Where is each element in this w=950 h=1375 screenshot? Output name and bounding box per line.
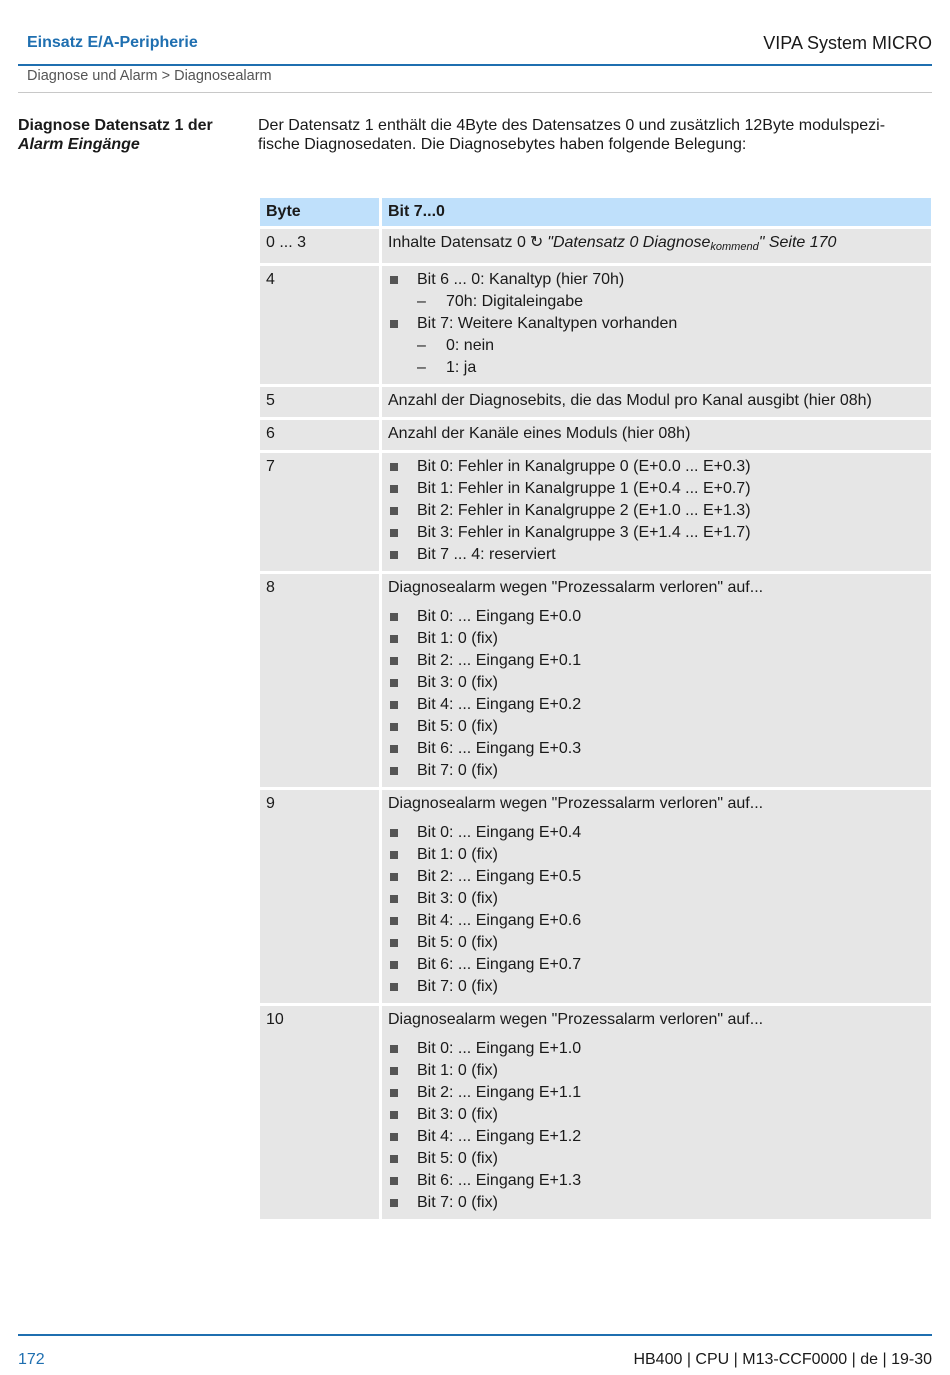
bullet-list [388, 269, 925, 379]
byte-cell: 10 [260, 1006, 379, 1219]
header-divider [18, 64, 932, 66]
list-item-text: Bit 7: Weitere Kanaltypen vorhanden [417, 315, 678, 332]
table-row [260, 1006, 931, 1219]
diagnose-table [257, 195, 934, 1222]
list-item: Bit 0: ... Eingang E+0.0 [388, 606, 925, 628]
table-row [260, 790, 931, 1003]
content-cell [382, 1006, 931, 1219]
list-item: Bit 5: 0 (fix) [388, 932, 925, 954]
list-item: Bit 2: ... Eingang E+0.1 [388, 650, 925, 672]
list-item [388, 269, 925, 313]
list-item: Bit 3: 0 (fix) [388, 1104, 925, 1126]
content-cell [382, 453, 931, 571]
link-text-a: "Datensatz 0 Diagnose [547, 234, 711, 251]
content-cell [382, 266, 931, 384]
intro-line2: fische Diagnosedaten. Die Diagnosebytes haben folgende Belegung: [258, 136, 747, 153]
list-item: Bit 3: 0 (fix) [388, 888, 925, 910]
list-item: Bit 5: 0 (fix) [388, 1148, 925, 1170]
list-item: Bit 2: ... Eingang E+0.5 [388, 866, 925, 888]
list-item: Bit 4: ... Eingang E+1.2 [388, 1126, 925, 1148]
intro-paragraph [258, 116, 933, 154]
list-item: Bit 7 ... 4: reserviert [388, 544, 925, 566]
table-row [260, 453, 931, 571]
footer-divider [18, 1334, 932, 1336]
list-item-text: Bit 6 ... 0: Kanaltyp (hier 70h) [417, 271, 625, 288]
dash-list [417, 335, 925, 379]
list-item: Bit 1: 0 (fix) [388, 844, 925, 866]
table-row [260, 229, 931, 263]
byte-cell: 9 [260, 790, 379, 1003]
byte-cell: 7 [260, 453, 379, 571]
list-item [388, 313, 925, 379]
link-text-b: " Seite 170 [758, 234, 837, 251]
list-item: Bit 6: ... Eingang E+0.7 [388, 954, 925, 976]
list-item: Bit 3: Fehler in Kanalgruppe 3 (E+1.4 ... E+1.7) [388, 522, 925, 544]
intro-line1: Der Datensatz 1 enthält die 4Byte des Datensatzes 0 und zusätzlich 12Byte modulspezi- [258, 117, 886, 134]
table-header-row [260, 198, 931, 226]
sub-list-item: – 1: ja [417, 357, 925, 379]
table-row [260, 574, 931, 787]
side-heading [18, 116, 248, 154]
product-name: VIPA System MICRO [763, 33, 932, 53]
dash-list [417, 291, 925, 313]
bullet-list [388, 822, 925, 998]
content-cell: Anzahl der Diagnosebits, die das Modul pro Kanal ausgibt (hier 08h) [382, 387, 931, 417]
list-item: Bit 2: ... Eingang E+1.1 [388, 1082, 925, 1104]
cross-reference-link[interactable] [547, 234, 836, 251]
byte-cell: 8 [260, 574, 379, 787]
byte-cell: 0 ... 3 [260, 229, 379, 263]
byte-cell: 4 [260, 266, 379, 384]
row-lead-text: Diagnosealarm wegen "Prozessalarm verloren" auf... [388, 1011, 764, 1028]
byte-cell: 6 [260, 420, 379, 450]
list-item: Bit 3: 0 (fix) [388, 672, 925, 694]
list-item: Bit 5: 0 (fix) [388, 716, 925, 738]
list-item: Bit 0: ... Eingang E+0.4 [388, 822, 925, 844]
content-cell [382, 790, 931, 1003]
header-bits: Bit 7...0 [382, 198, 931, 226]
content-cell [382, 574, 931, 787]
link-subscript: kommend [710, 241, 759, 253]
section-title: Einsatz E/A-Peripherie [27, 34, 198, 51]
list-item: Bit 7: 0 (fix) [388, 976, 925, 998]
bullet-list [388, 456, 925, 566]
content-cell: Anzahl der Kanäle eines Moduls (hier 08h) [382, 420, 931, 450]
side-heading-line2: Alarm Eingänge [18, 136, 140, 153]
table-row [260, 420, 931, 450]
list-item: Bit 1: 0 (fix) [388, 628, 925, 650]
list-item: Bit 0: ... Eingang E+1.0 [388, 1038, 925, 1060]
row-lead-text: Diagnosealarm wegen "Prozessalarm verloren" auf... [388, 579, 764, 596]
list-item: Bit 4: ... Eingang E+0.6 [388, 910, 925, 932]
table-row [260, 387, 931, 417]
sub-list-item: – 0: nein [417, 335, 925, 357]
breadcrumb: Diagnose und Alarm > Diagnosealarm [27, 68, 272, 84]
list-item: Bit 7: 0 (fix) [388, 1192, 925, 1214]
bullet-list [388, 606, 925, 782]
side-heading-line1: Diagnose Datensatz 1 der [18, 117, 213, 134]
sub-list-item: – 70h: Digitaleingabe [417, 291, 925, 313]
list-item: Bit 0: Fehler in Kanalgruppe 0 (E+0.0 ... E+0.3) [388, 456, 925, 478]
list-item: Bit 1: 0 (fix) [388, 1060, 925, 1082]
page-number: 172 [18, 1351, 45, 1368]
table-row [260, 266, 931, 384]
header-byte: Byte [260, 198, 379, 226]
row-prefix: Inhalte Datensatz 0 [388, 234, 526, 251]
list-item: Bit 1: Fehler in Kanalgruppe 1 (E+0.4 ... E+0.7) [388, 478, 925, 500]
document-reference: HB400 | CPU | M13-CCF0000 | de | 19-30 [633, 1351, 932, 1368]
list-item: Bit 2: Fehler in Kanalgruppe 2 (E+1.0 ... E+1.3) [388, 500, 925, 522]
content-cell [382, 229, 931, 263]
row-lead-text: Diagnosealarm wegen "Prozessalarm verloren" auf... [388, 795, 764, 812]
list-item: Bit 6: ... Eingang E+0.3 [388, 738, 925, 760]
bullet-list [388, 1038, 925, 1214]
arrow-link-icon: ↻ [529, 234, 544, 251]
list-item: Bit 4: ... Eingang E+0.2 [388, 694, 925, 716]
list-item: Bit 7: 0 (fix) [388, 760, 925, 782]
breadcrumb-divider [18, 92, 932, 93]
list-item: Bit 6: ... Eingang E+1.3 [388, 1170, 925, 1192]
byte-cell: 5 [260, 387, 379, 417]
